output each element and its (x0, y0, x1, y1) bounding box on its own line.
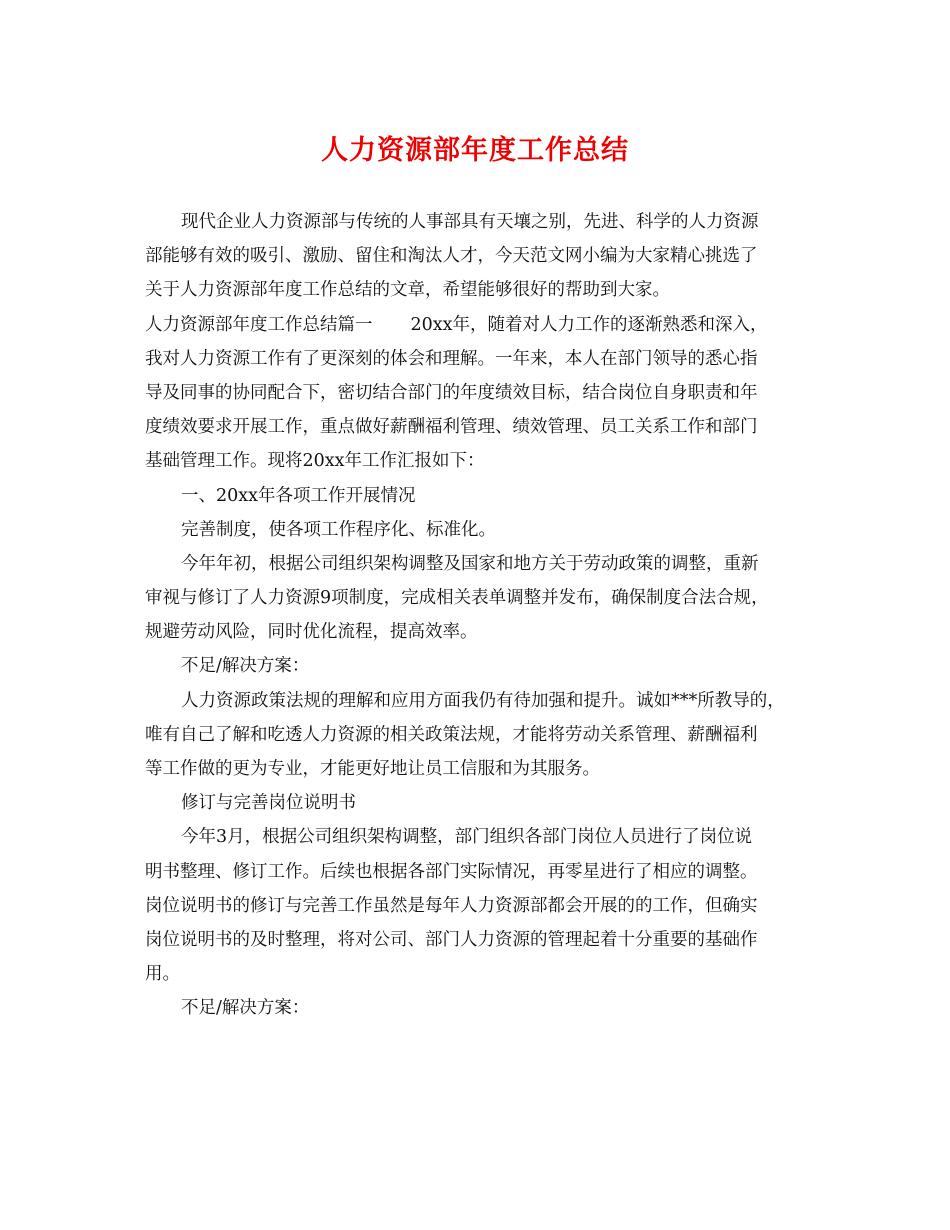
paragraph-line: 部能够有效的吸引、激励、留住和淘汰人才，今天范文网小编为大家精心挑选了 (145, 246, 758, 267)
paragraph-line: 现代企业人力资源部与传统的人事部具有天壤之别，先进、科学的人力资源 (181, 212, 759, 232)
paragraph-line: 今年年初，根据公司组织架构调整及国家和地方关于劳动政策的调整，重新 (181, 553, 759, 574)
paragraph-line: 规避劳动风险，同时优化流程，提高效率。 (145, 622, 478, 643)
paragraph-line: 我对人力资源工作有了更深刻的体会和理解。一年来，本人在部门领导的悉心指 (145, 348, 758, 369)
paragraph-line: 等工作做的更为专业，才能更好地让员工信服和为其服务。 (145, 759, 600, 779)
subheading: 不足/解决方案： (181, 656, 310, 677)
section-heading: 一、20xx年各项工作开展情况 (181, 485, 416, 506)
paragraph-line: 明书整理、修订工作。后续也根据各部门实际情况，再零星进行了相应的调整。 (145, 861, 758, 882)
paragraph-line: 度绩效要求开展工作，重点做好薪酬福利管理、绩效管理、员工关系工作和部门 (145, 417, 758, 438)
paragraph-line: 唯有自己了解和吃透人力资源的相关政策法规，才能将劳动关系管理、薪酬福利 (145, 724, 758, 745)
paragraph-line: 完善制度，使各项工作程序化、标准化。 (181, 519, 496, 540)
paragraph-line: 审视与修订了人力资源9项制度，完成相关表单调整并发布，确保制度合法合规， (145, 588, 769, 609)
page-title: 人力资源部年度工作总结 (321, 135, 629, 166)
paragraph-line: 关于人力资源部年度工作总结的文章，希望能够很好的帮助到大家。 (145, 280, 670, 301)
subheading: 不足/解决方案： (181, 998, 310, 1019)
paragraph-line: 岗位说明书的及时整理，将对公司、部门人力资源的管理起着十分重要的基础作 (145, 929, 758, 950)
paragraph-line: 基础管理工作。现将20xx年工作汇报如下： (145, 451, 485, 472)
paragraph-line: 人力资源政策法规的理解和应用方面我仍有待加强和提升。诚如***所教导的， (181, 690, 785, 711)
paragraph-text: 20xx年，随着对人力工作的逐渐熟悉和深入， (410, 314, 768, 335)
paragraph-line: 用。 (145, 964, 180, 985)
document-body (145, 205, 815, 1026)
paragraph-line: 岗位说明书的修订与完善工作虽然是每年人力资源部都会开展的的工作，但确实 (145, 895, 758, 916)
paragraph-line (145, 308, 815, 342)
paragraph-line: 导及同事的协同配合下，密切结合部门的年度绩效目标，结合岗位自身职责和年 (145, 382, 758, 403)
paragraph-line: 今年3月，根据公司组织架构调整，部门组织各部门岗位人员进行了岗位说 (181, 827, 753, 848)
section-heading: 人力资源部年度工作总结篇一 (145, 314, 373, 335)
subheading: 修订与完善岗位说明书 (181, 793, 356, 814)
